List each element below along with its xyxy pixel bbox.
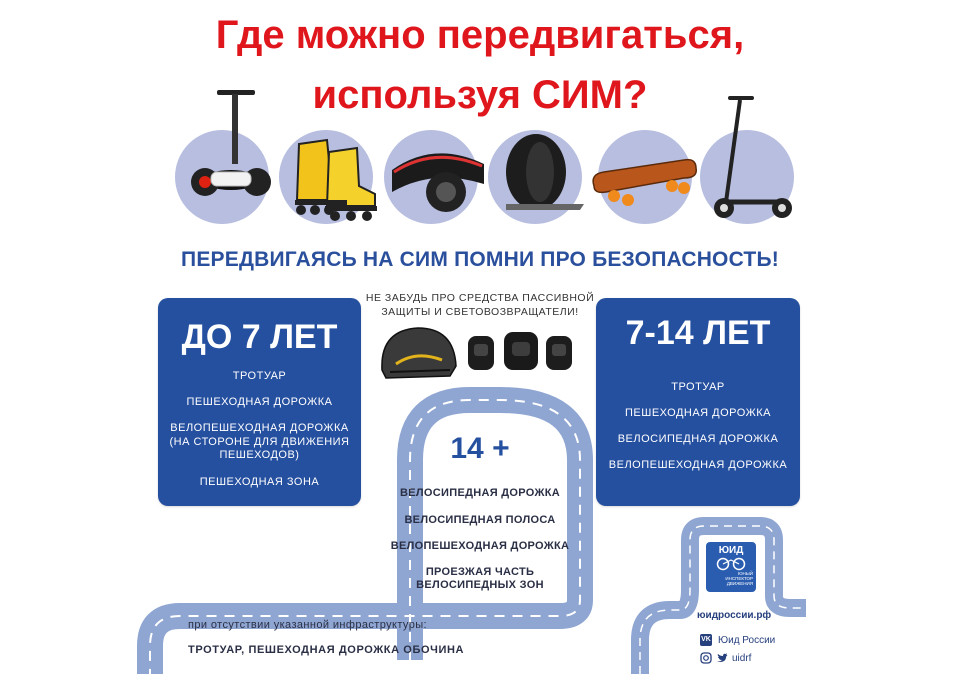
gear-note-line: ЗАЩИТЫ И СВЕТОВОЗВРАЩАТЕЛИ! <box>381 306 579 318</box>
infrastructure-note: при отсутствии указанной инфраструктуры: <box>188 619 427 631</box>
panel-item: ТРОТУАР <box>232 370 287 382</box>
panel-title: ДО 7 ЛЕТ <box>181 318 338 356</box>
panel-item: ВЕЛОПЕШЕХОДНАЯ ДОРОЖКА <box>170 422 349 434</box>
logo-sub-line: ИНСПЕКТОР <box>725 576 753 581</box>
safety-subtitle: ПЕРЕДВИГАЯСЬ НА СИМ ПОМНИ ПРО БЕЗОПАСНОСТЬ! <box>181 248 779 271</box>
center-item: ВЕЛОСИПЕДНАЯ ДОРОЖКА <box>400 487 560 499</box>
vk-label: Юид России <box>718 634 776 646</box>
panel-item: ТРОТУАР <box>671 381 725 393</box>
panel-title: 7-14 ЛЕТ <box>625 314 771 352</box>
instagram-label: uidrf <box>732 652 752 664</box>
fallback-routes: ТРОТУАР, ПЕШЕХОДНАЯ ДОРОЖКА ОБОЧИНА <box>188 644 465 656</box>
center-item: ВЕЛОПЕШЕХОДНАЯ ДОРОЖКА <box>390 540 570 552</box>
panel-item: (НА СТОРОНЕ ДЛЯ ДВИЖЕНИЯ <box>169 436 350 448</box>
age-panel-7-14 <box>596 298 800 506</box>
instagram-twitter-link[interactable] <box>700 652 751 664</box>
twitter-icon <box>716 652 728 664</box>
page-title-line1: Где можно передвигаться, <box>215 13 745 57</box>
center-item: ПРОЕЗЖАЯ ЧАСТЬ <box>425 566 535 578</box>
panel-item: ПЕШЕХОДНАЯ ДОРОЖКА <box>625 407 771 419</box>
protective-gear-note <box>355 291 605 319</box>
panel-item: ПЕШЕХОДНАЯ ЗОНА <box>199 476 320 488</box>
panel-item: ПЕШЕХОДОВ) <box>219 449 300 461</box>
bicycle-infinity-icon <box>711 557 751 571</box>
wrist-guard-icon <box>546 336 572 370</box>
panel-item: ВЕЛОПЕШЕХОДНАЯ ДОРОЖКА <box>608 459 788 471</box>
protective-gear-illustration <box>376 320 586 384</box>
center-item: ВЕЛОСИПЕДНЫХ ЗОН <box>416 579 544 591</box>
instagram-icon <box>700 652 712 664</box>
age-panel-under-7 <box>158 298 361 506</box>
panel-item: ВЕЛОСИПЕДНАЯ ДОРОЖКА <box>617 433 779 445</box>
helmet-icon <box>382 328 456 378</box>
logo-sub-line: ЮНЫЙ <box>737 571 753 576</box>
knee-pad-icon <box>504 332 538 370</box>
vk-link[interactable] <box>700 634 775 646</box>
uid-logo <box>706 542 756 592</box>
logo-sub <box>706 571 756 586</box>
logo-sub-line: ДВИЖЕНИЯ <box>726 581 753 586</box>
page-title-line2: используя СИМ? <box>312 73 648 117</box>
vk-icon: VK <box>700 634 712 646</box>
center-title: 14 + <box>450 432 510 465</box>
elbow-pad-icon <box>468 336 494 370</box>
logo-label: ЮИД <box>718 545 744 556</box>
panel-item: ПЕШЕХОДНАЯ ДОРОЖКА <box>186 396 333 408</box>
gear-note-line: НЕ ЗАБУДЬ ПРО СРЕДСТВА ПАССИВНОЙ <box>365 292 595 304</box>
site-link[interactable]: юидроссии.рф <box>697 610 772 621</box>
center-item: ВЕЛОСИПЕДНАЯ ПОЛОСА <box>404 514 556 526</box>
